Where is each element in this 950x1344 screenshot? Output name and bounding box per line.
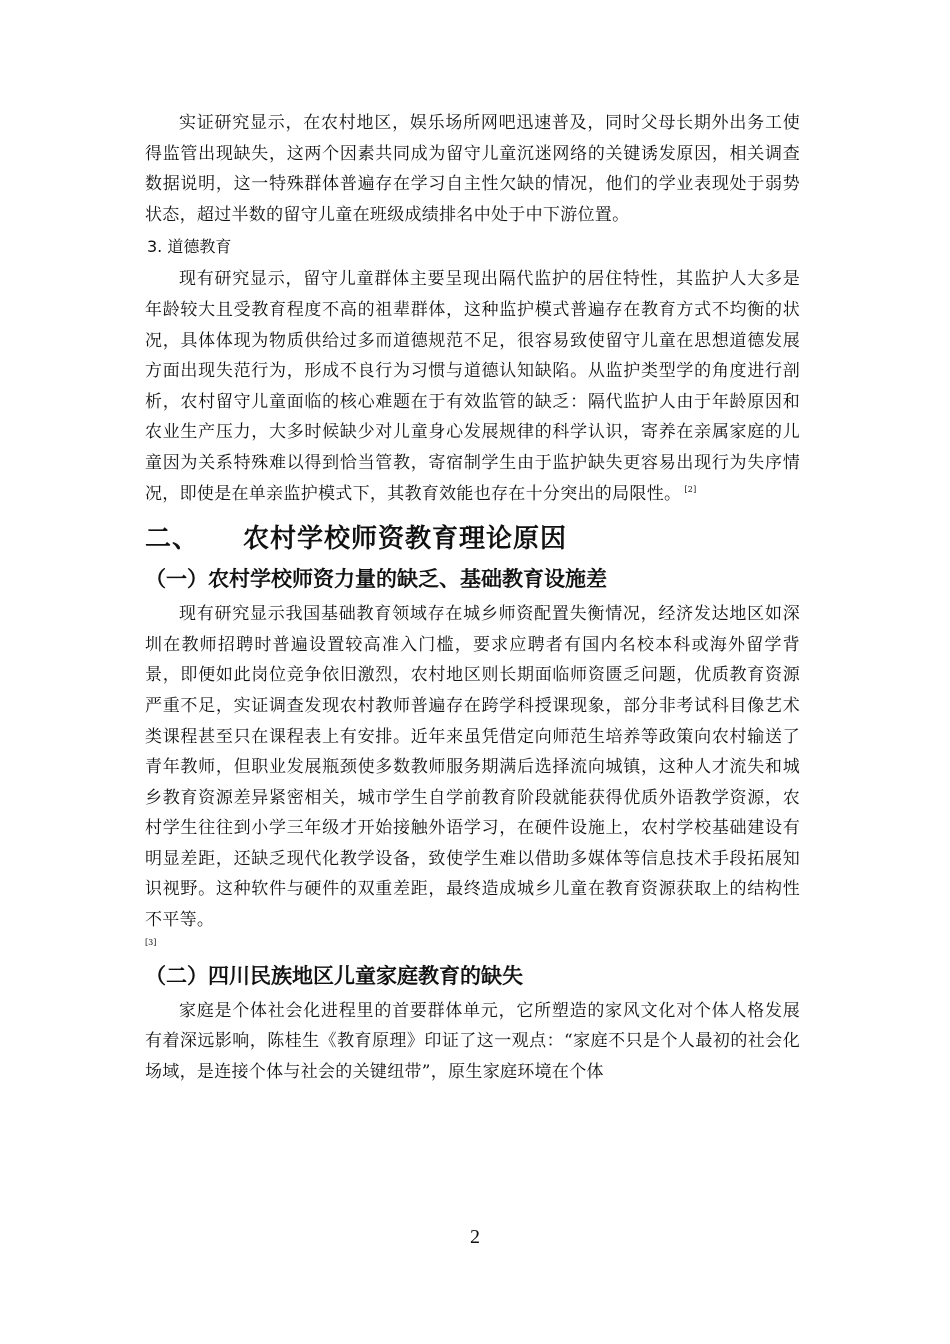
paragraph-moral-education-text: 现有研究显示，留守儿童群体主要呈现出隔代监护的居住特性，其监护人大多是年龄较大且受教育程度不高的祖辈群体，这种监护模式普遍存在教育方式不均衡的状况，具体体现为物质供给过多而道德规范不足，很容易致使留守儿童在思想道德发展方面出现失范行为，形成不良行为习惯与道德认知缺陷。从监护类型学的角度进行剖析，农村留守儿童面临的核心难题在于有效监管的缺乏：隔代监护人由于年龄原因和农业生产压力，大多时候缺少对儿童身心发展规律的科学认识，寄养在亲属家庭的儿童因为关系特殊难以得到恰当管教，寄宿制学生由于监护缺失更容易出现行为失序情况，即使是在单亲监护模式下，其教育效能也存在十分突出的局限性。: [145, 269, 800, 504]
subsection-heading-1: （一）农村学校师资力量的缺乏、基础教育设施差: [145, 567, 607, 592]
citation-2[interactable]: [2]: [684, 484, 697, 494]
paragraph-moral-education: [145, 264, 800, 509]
citation-3[interactable]: [3]: [145, 937, 157, 947]
section-number: 二、: [145, 524, 200, 555]
paragraph-family-education: 家庭是个体社会化进程里的首要群体单元，它所塑造的家风文化对个体人格发展有着深远影响，陈桂生《教育原理》印证了这一观点：“家庭不只是个人最初的社会化场域，是连接个体与社会的关键纽带”，原生家庭环境在个体: [145, 1000, 800, 1082]
subheading-moral-education: 3. 道德教育: [147, 237, 232, 257]
section-heading-2: [145, 521, 800, 557]
page-number: 2: [470, 1226, 480, 1248]
document-body: [145, 108, 800, 1087]
paragraph-internet-addiction: 实证研究显示，在农村地区，娱乐场所网吧迅速普及，同时父母长期外出务工使得监管出现缺失，这两个因素共同成为留守儿童沉迷网络的关键诱发原因，相关调查数据说明，这一特殊群体普遍存在学习自主性欠缺的情况，他们的学业表现处于弱势状态，超过半数的留守儿童在班级成绩排名中处于中下游位置。: [145, 113, 800, 225]
subsection-heading-2: （二）四川民族地区儿童家庭教育的缺失: [145, 963, 523, 988]
paragraph-teacher-resources: 现有研究显示我国基础教育领域存在城乡师资配置失衡情况，经济发达地区如深圳在教师招聘时普遍设置较高准入门槛，要求应聘者有国内名校本科或海外留学背景，即便如此岗位竞争依旧激烈，农村地区则长期面临师资匮乏问题，优质教育资源严重不足，实证调查发现农村教师普遍存在跨学科授课现象，部分非考试科目像艺术类课程甚至只在课程表上有安排。近年来虽凭借定向师范生培养等政策向农村输送了青年教师，但职业发展瓶颈使多数教师服务期满后选择流向城镇，这种人才流失和城乡教育资源差异紧密相关，城市学生自学前教育阶段就能获得优质外语教学资源，农村学生往往到小学三年级才开始接触外语学习，在硬件设施上，农村学校基础建设有明显差距，还缺乏现代化教学设备，致使学生难以借助多媒体等信息技术手段拓展知识视野。这种软件与硬件的双重差距，最终造成城乡儿童在教育资源获取上的结构性不平等。: [145, 604, 800, 931]
section-title: 农村学校师资教育理论原因: [243, 524, 568, 555]
